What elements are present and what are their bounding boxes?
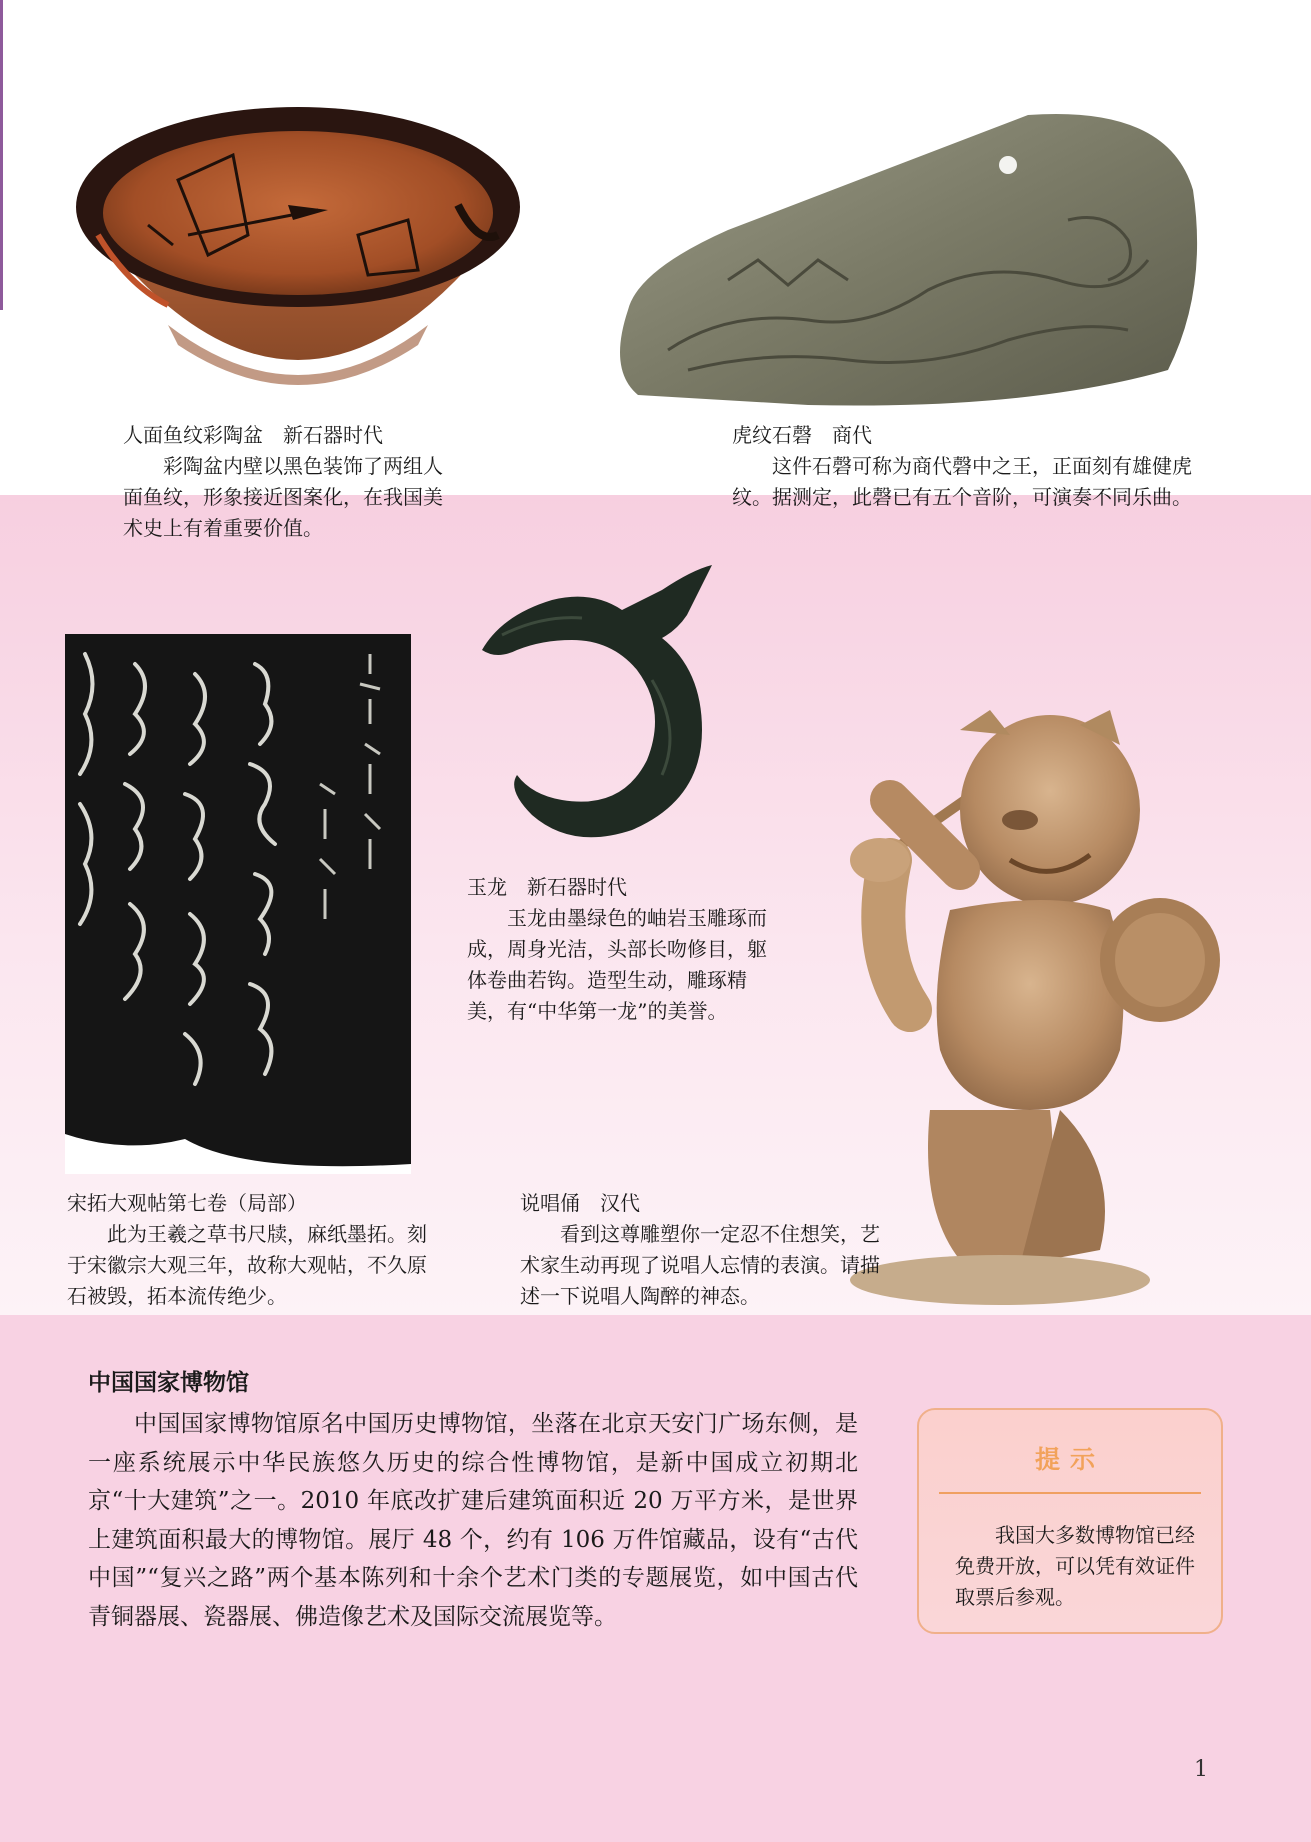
- storyteller-title: 说唱俑 汉代: [520, 1191, 640, 1215]
- calligraphy-title: 宋拓大观帖第七卷（局部）: [67, 1191, 307, 1215]
- stone-chime-image: [608, 110, 1204, 410]
- pottery-bowl-image: [58, 95, 538, 410]
- museum-title: 中国国家博物馆: [88, 1370, 249, 1396]
- museum-intro-section: [88, 1365, 858, 1636]
- jade-dragon-description: 玉龙由墨绿色的岫岩玉雕琢而成，周身光洁，头部长吻修目，躯体卷曲若钩。造型生动，雕琢精美，有“中华第一龙”的美誉。: [467, 906, 767, 1023]
- page-edge-line: [0, 0, 3, 310]
- tip-divider: [939, 1492, 1201, 1494]
- calligraphy-description: 此为王羲之草书尺牍，麻纸墨拓。刻于宋徽宗大观三年，故称大观帖，不久原石被毁，拓本流传绝少。: [67, 1222, 427, 1308]
- stone-chime-description: 这件石磬可称为商代磬中之王，正面刻有雄健虎纹。据测定，此磬已有五个音阶，可演奏不同乐曲。: [732, 454, 1192, 509]
- calligraphy-caption: [67, 1188, 427, 1312]
- jade-dragon-title: 玉龙 新石器时代: [467, 875, 627, 899]
- pottery-bowl-title: 人面鱼纹彩陶盆 新石器时代: [123, 423, 383, 447]
- pottery-bowl-caption: [123, 420, 453, 544]
- storyteller-description: 看到这尊雕塑你一定忍不住想笑，艺术家生动再现了说唱人忘情的表演。请描述一下说唱人陶醉的神态。: [520, 1222, 880, 1308]
- tip-title: 提示: [1034, 1445, 1105, 1474]
- stone-chime-title: 虎纹石磬 商代: [732, 423, 872, 447]
- calligraphy-rubbing-image: [65, 634, 411, 1174]
- tip-text: 我国大多数博物馆已经免费开放，可以凭有效证件取票后参观。: [955, 1523, 1195, 1609]
- page-number: 1: [1194, 1757, 1208, 1782]
- stone-chime-caption: [732, 420, 1192, 513]
- museum-description: 中国国家博物馆原名中国历史博物馆，坐落在北京天安门广场东侧，是一座系统展示中华民族悠久历史的综合性博物馆，是新中国成立初期北京“十大建筑”之一。2010 年底改扩建后建筑面积近 20 万平方米，是世界上建筑面积最大的博物馆。展厅 48 个，约有 106 万件馆藏品，设有“古代中国”“复兴之路”两个基本陈列和十余个艺术门类的专题展览，如中国古代青铜器展、瓷器展、佛造像艺术及国际交流展览等。: [88, 1411, 858, 1630]
- tip-box: [917, 1408, 1223, 1634]
- jade-dragon-image: [462, 560, 762, 860]
- pottery-bowl-description: 彩陶盆内壁以黑色装饰了两组人面鱼纹，形象接近图案化，在我国美术史上有着重要价值。: [123, 454, 443, 540]
- storyteller-caption: [520, 1188, 890, 1312]
- jade-dragon-caption: [467, 872, 767, 1027]
